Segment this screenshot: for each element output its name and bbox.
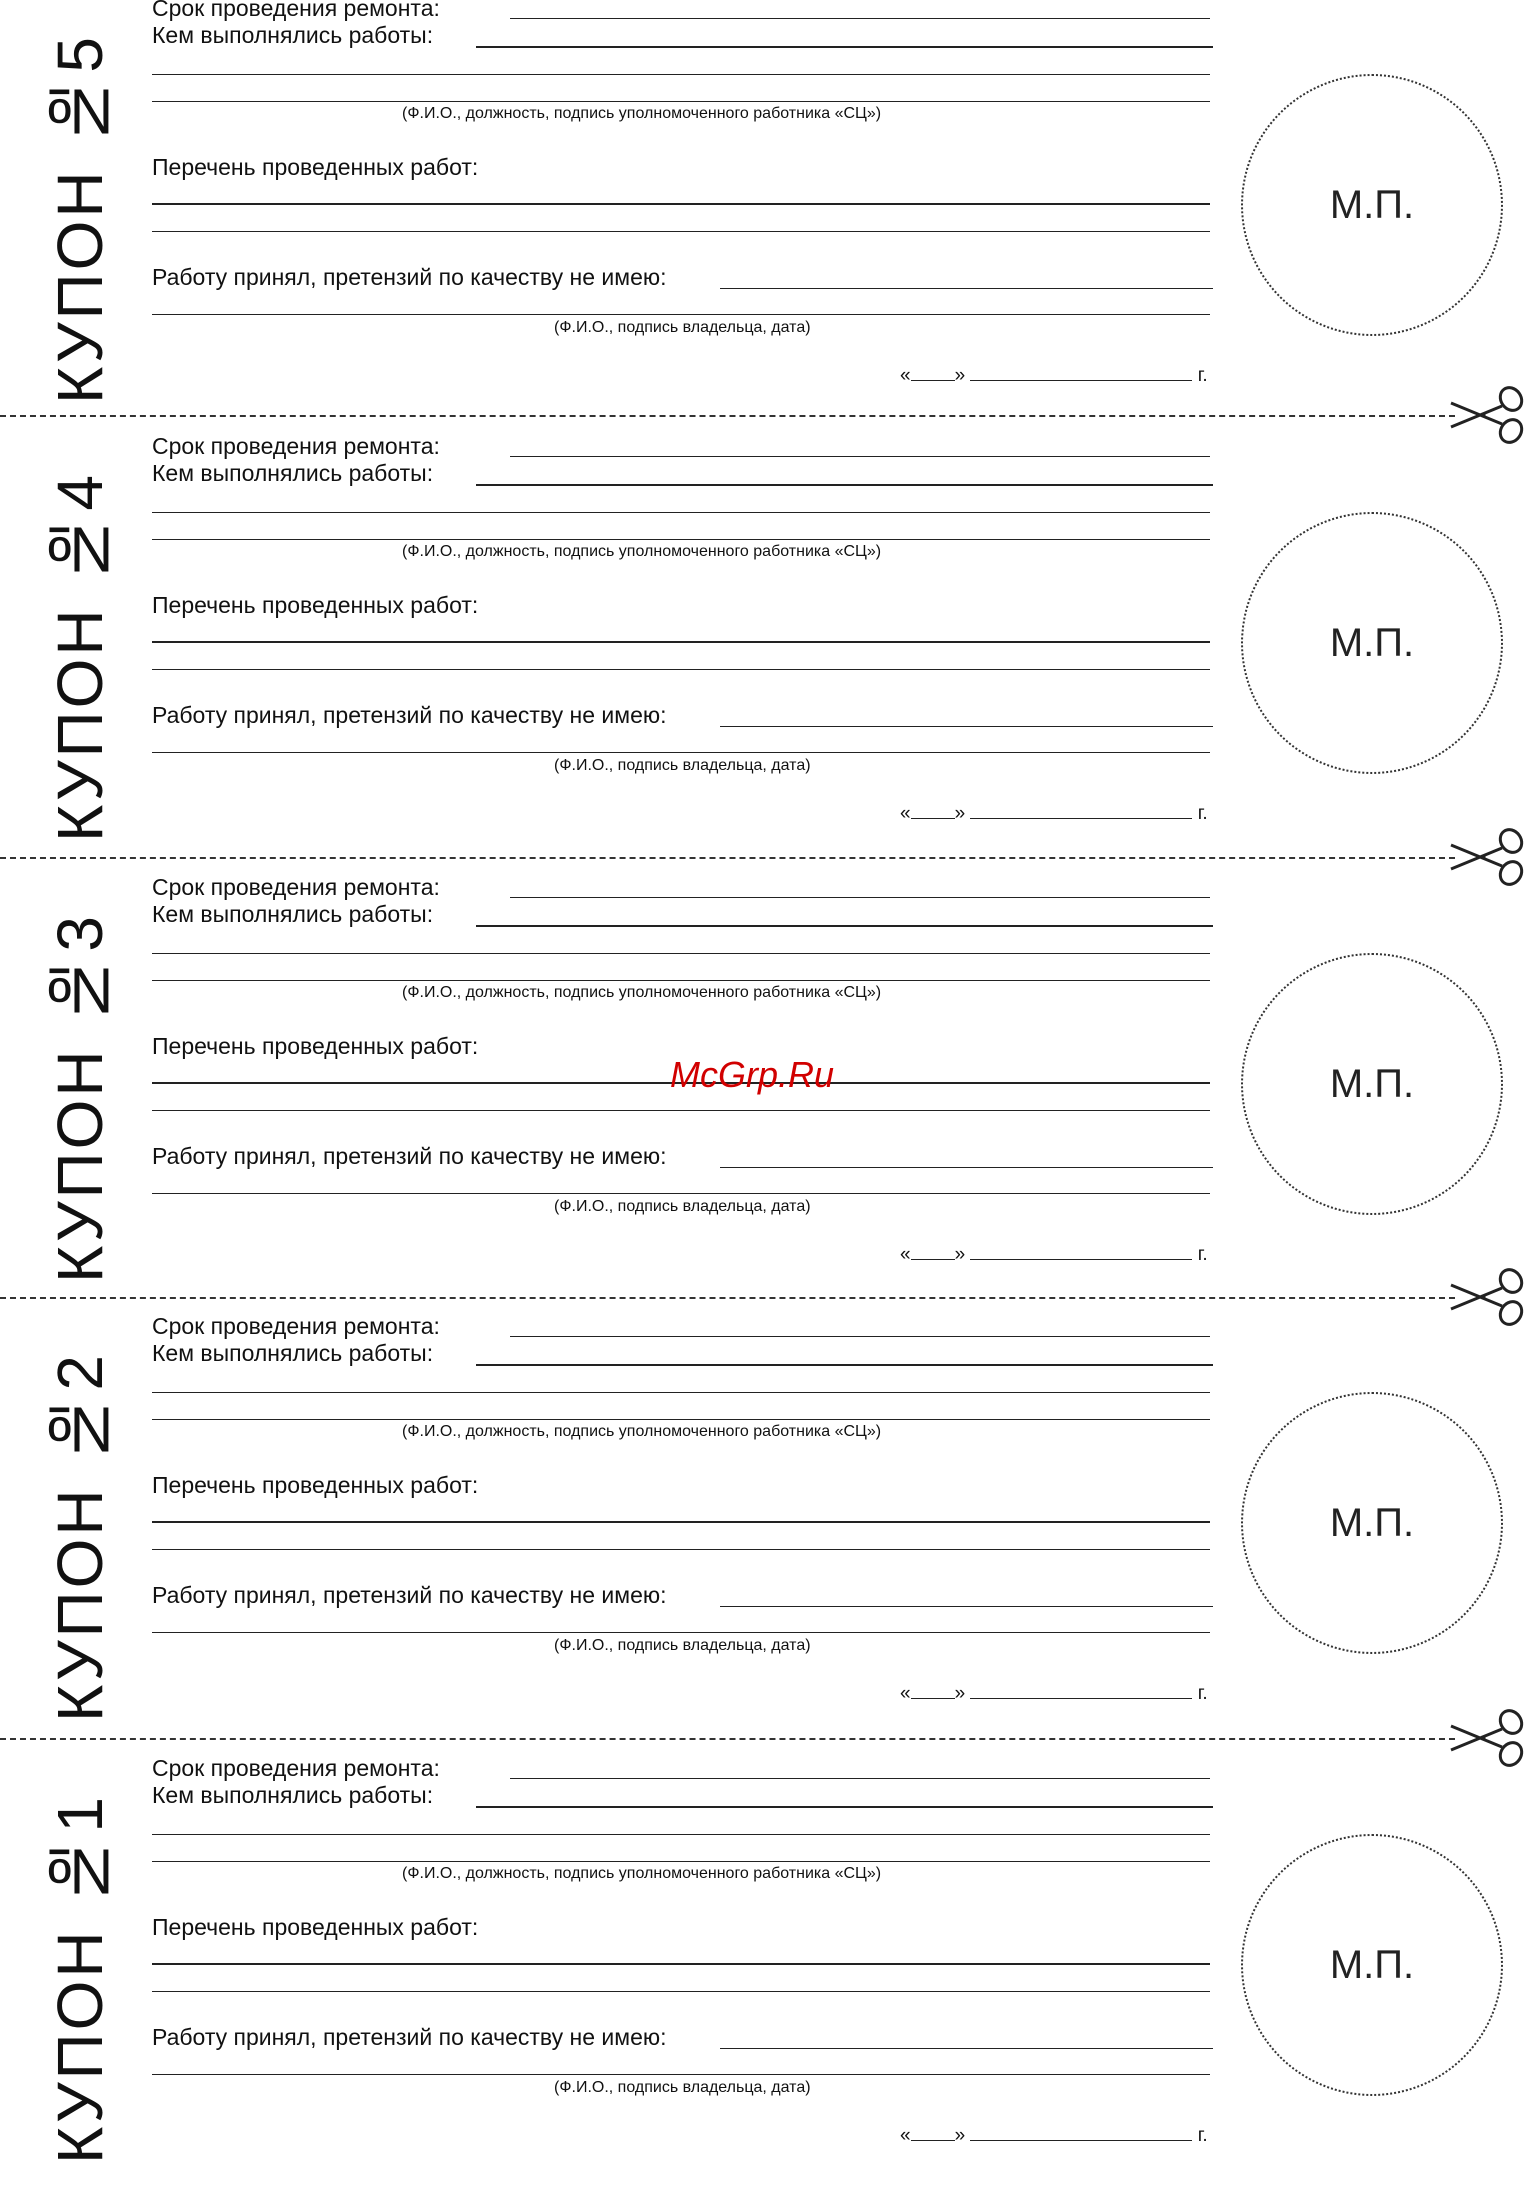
date-year-suffix: г. <box>1197 1244 1208 1265</box>
date-open-quote: « <box>900 365 911 386</box>
works-list-field[interactable] <box>152 1963 1210 1965</box>
date-field[interactable] <box>900 1684 1208 1703</box>
performed-by-field-line-2[interactable] <box>152 953 1210 954</box>
works-list-field-line-2[interactable] <box>152 1110 1210 1111</box>
accepted-label: Работу принял, претензий по качеству не имею: <box>152 2024 667 2050</box>
coupon-title: КУПОН №3 <box>44 912 116 1284</box>
scissors-icon <box>1445 383 1531 447</box>
works-list-field-line-2[interactable] <box>152 1549 1210 1550</box>
repair-period-field[interactable] <box>510 1778 1210 1779</box>
stamp-area <box>1241 512 1503 774</box>
works-list-label: Перечень проведенных работ: <box>152 1472 479 1498</box>
owner-caption: (Ф.И.О., подпись владельца, дата) <box>554 757 811 774</box>
stamp-area <box>1241 953 1503 1215</box>
date-close-quote: » <box>954 2125 966 2146</box>
date-month-blank[interactable] <box>970 818 1192 819</box>
accepted-signature-field-line-2[interactable] <box>152 2074 1210 2075</box>
performed-by-field[interactable] <box>476 46 1213 48</box>
repair-period-label: Срок проведения ремонта: <box>152 0 440 21</box>
works-list-label: Перечень проведенных работ: <box>152 154 479 180</box>
scissors-icon <box>1445 1706 1531 1770</box>
accepted-label: Работу принял, претензий по качеству не имею: <box>152 702 667 728</box>
performed-by-label: Кем выполнялись работы: <box>152 1782 434 1808</box>
works-list-field[interactable] <box>152 203 1210 205</box>
repair-period-label: Срок проведения ремонта: <box>152 433 440 459</box>
works-list-label: Перечень проведенных работ: <box>152 592 479 618</box>
date-open-quote: « <box>900 2125 911 2146</box>
repair-period-field[interactable] <box>510 18 1210 19</box>
date-year-suffix: г. <box>1197 365 1208 386</box>
performed-by-field[interactable] <box>476 1806 1213 1808</box>
stamp-area <box>1241 74 1503 336</box>
performed-by-label: Кем выполнялись работы: <box>152 460 434 486</box>
stamp-label: М.П. <box>1329 182 1415 227</box>
performer-caption: (Ф.И.О., должность, подпись уполномоченного работника «СЦ») <box>402 1865 882 1882</box>
date-month-blank[interactable] <box>970 1259 1192 1260</box>
performed-by-field-line-3[interactable] <box>152 1419 1210 1420</box>
coupon-title: КУПОН №5 <box>44 33 116 405</box>
performed-by-field-line-3[interactable] <box>152 1861 1210 1862</box>
date-day-blank[interactable] <box>911 2140 955 2141</box>
coupon <box>0 1755 1531 2198</box>
performer-caption: (Ф.И.О., должность, подпись уполномоченного работника «СЦ») <box>402 543 882 560</box>
cut-line <box>0 1297 1455 1299</box>
date-month-blank[interactable] <box>970 380 1192 381</box>
coupon-title: КУПОН №1 <box>44 1793 116 2165</box>
owner-caption: (Ф.И.О., подпись владельца, дата) <box>554 319 811 336</box>
owner-caption: (Ф.И.О., подпись владельца, дата) <box>554 1637 811 1654</box>
owner-caption: (Ф.И.О., подпись владельца, дата) <box>554 2079 811 2096</box>
date-close-quote: » <box>954 1683 966 1704</box>
cut-line <box>0 857 1455 859</box>
performed-by-field[interactable] <box>476 484 1213 486</box>
date-field[interactable] <box>900 2126 1208 2145</box>
stamp-label: М.П. <box>1329 620 1415 665</box>
performed-by-field[interactable] <box>476 925 1213 927</box>
performed-by-label: Кем выполнялись работы: <box>152 1340 434 1366</box>
works-list-field-line-2[interactable] <box>152 1991 1210 1992</box>
performer-caption: (Ф.И.О., должность, подпись уполномоченного работника «СЦ») <box>402 105 882 122</box>
accepted-label: Работу принял, претензий по качеству не имею: <box>152 1143 667 1169</box>
stamp-label: М.П. <box>1329 1942 1415 1987</box>
date-day-blank[interactable] <box>911 1259 955 1260</box>
stamp-area <box>1241 1392 1503 1654</box>
accepted-signature-field[interactable] <box>720 2048 1213 2049</box>
accepted-signature-field[interactable] <box>720 1167 1213 1168</box>
date-open-quote: « <box>900 803 911 824</box>
performed-by-field-line-3[interactable] <box>152 980 1210 981</box>
works-list-field-line-2[interactable] <box>152 231 1210 232</box>
performed-by-field-line-2[interactable] <box>152 1392 1210 1393</box>
performed-by-label: Кем выполнялись работы: <box>152 22 434 48</box>
coupon <box>0 1313 1531 1756</box>
accepted-label: Работу принял, претензий по качеству не имею: <box>152 1582 667 1608</box>
date-close-quote: » <box>954 1244 966 1265</box>
coupon-title: КУПОН №2 <box>44 1351 116 1723</box>
performed-by-field-line-2[interactable] <box>152 1834 1210 1835</box>
accepted-signature-field-line-2[interactable] <box>152 314 1210 315</box>
date-open-quote: « <box>900 1683 911 1704</box>
accepted-signature-field-line-2[interactable] <box>152 1193 1210 1194</box>
repair-period-label: Срок проведения ремонта: <box>152 874 440 900</box>
performed-by-field-line-2[interactable] <box>152 74 1210 75</box>
date-day-blank[interactable] <box>911 380 955 381</box>
accepted-signature-field-line-2[interactable] <box>152 752 1210 753</box>
repair-period-field[interactable] <box>510 456 1210 457</box>
date-field[interactable] <box>900 804 1208 823</box>
performer-caption: (Ф.И.О., должность, подпись уполномоченного работника «СЦ») <box>402 984 882 1001</box>
owner-caption: (Ф.И.О., подпись владельца, дата) <box>554 1198 811 1215</box>
date-close-quote: » <box>954 365 966 386</box>
cut-line <box>0 415 1455 417</box>
coupon <box>0 433 1531 876</box>
scissors-icon <box>1445 1265 1531 1329</box>
repair-period-label: Срок проведения ремонта: <box>152 1313 440 1339</box>
repair-period-field[interactable] <box>510 897 1210 898</box>
coupon <box>0 0 1531 438</box>
works-list-field[interactable] <box>152 641 1210 643</box>
performer-caption: (Ф.И.О., должность, подпись уполномоченного работника «СЦ») <box>402 1423 882 1440</box>
repair-period-field[interactable] <box>510 1336 1210 1337</box>
watermark-text: McGrp.Ru <box>670 1054 835 1095</box>
performed-by-field-line-2[interactable] <box>152 512 1210 513</box>
works-list-label: Перечень проведенных работ: <box>152 1914 479 1940</box>
performed-by-label: Кем выполнялись работы: <box>152 901 434 927</box>
works-list-field-line-2[interactable] <box>152 669 1210 670</box>
coupon-title: КУПОН №4 <box>44 471 116 843</box>
repair-period-label: Срок проведения ремонта: <box>152 1755 440 1781</box>
date-open-quote: « <box>900 1244 911 1265</box>
stamp-label: М.П. <box>1329 1500 1415 1545</box>
date-day-blank[interactable] <box>911 1698 955 1699</box>
date-day-blank[interactable] <box>911 818 955 819</box>
stamp-area <box>1241 1834 1503 2096</box>
performed-by-field-line-3[interactable] <box>152 101 1210 102</box>
date-year-suffix: г. <box>1197 803 1208 824</box>
performed-by-field-line-3[interactable] <box>152 539 1210 540</box>
works-list-field[interactable] <box>152 1521 1210 1523</box>
stamp-label: М.П. <box>1329 1061 1415 1106</box>
date-month-blank[interactable] <box>970 2140 1192 2141</box>
accepted-label: Работу принял, претензий по качеству не имею: <box>152 264 667 290</box>
date-field[interactable] <box>900 1245 1208 1264</box>
date-field[interactable] <box>900 366 1208 385</box>
date-year-suffix: г. <box>1197 1683 1208 1704</box>
performed-by-field[interactable] <box>476 1364 1213 1366</box>
coupon <box>0 874 1531 1317</box>
scissors-icon <box>1445 825 1531 889</box>
accepted-signature-field[interactable] <box>720 1606 1213 1607</box>
accepted-signature-field-line-2[interactable] <box>152 1632 1210 1633</box>
date-close-quote: » <box>954 803 966 824</box>
accepted-signature-field[interactable] <box>720 726 1213 727</box>
date-year-suffix: г. <box>1197 2125 1208 2146</box>
works-list-label: Перечень проведенных работ: <box>152 1033 479 1059</box>
cut-line <box>0 1738 1455 1740</box>
accepted-signature-field[interactable] <box>720 288 1213 289</box>
date-month-blank[interactable] <box>970 1698 1192 1699</box>
